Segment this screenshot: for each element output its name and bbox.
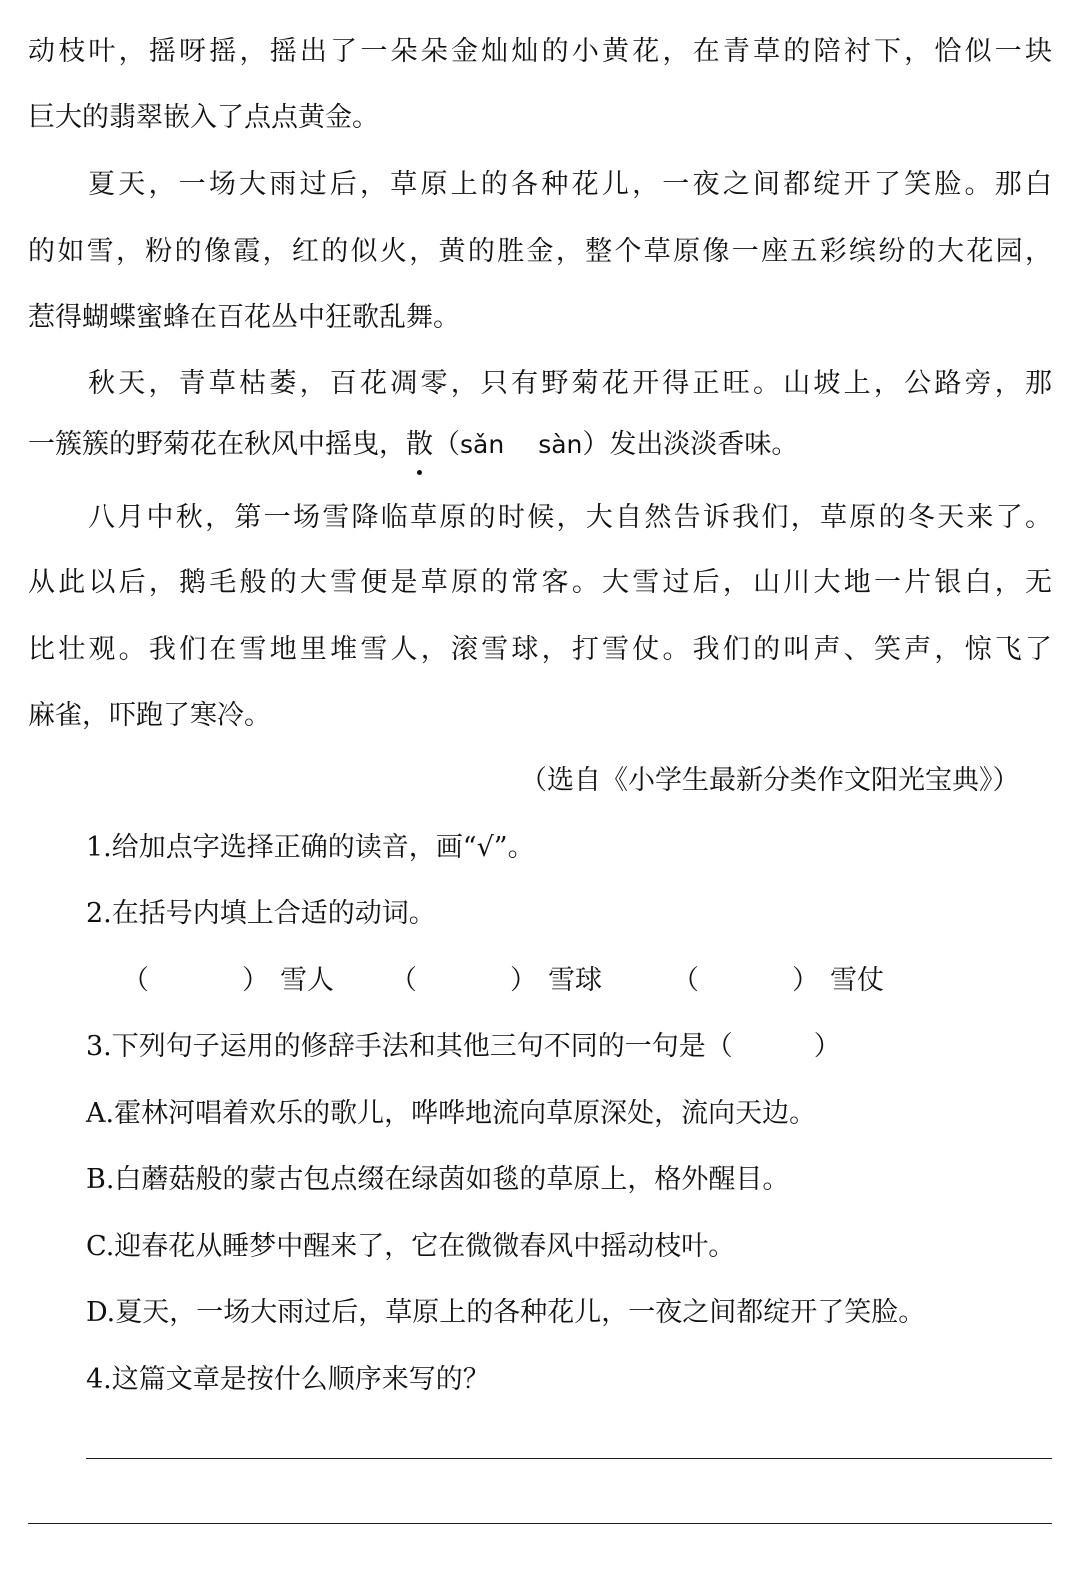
blank-open-paren: （ xyxy=(122,965,149,996)
passage-line: 八月中秋，第一场雪降临草原的时候，大自然告诉我们，草原的冬天来了。 xyxy=(88,502,1052,533)
blank-open-paren: （ xyxy=(390,965,417,996)
passage-line: 夏天，一场大雨过后，草原上的各种花儿，一夜之间都绽开了笑脸。那白 xyxy=(88,169,1052,200)
passage-line: 巨大的翡翠嵌入了点点黄金。 xyxy=(28,102,379,133)
passage-line: 从此以后，鹅毛般的大雪便是草原的常客。大雪过后，山川大地一片银白，无 xyxy=(28,567,1052,598)
passage-source: （选自《小学生最新分类作文阳光宝典》） xyxy=(520,765,1020,796)
passage-line: 的如雪，粉的像霞，红的似火，黄的胜金，整个草原像一座五彩缤纷的大花园， xyxy=(28,236,1052,267)
question-2: 2.在括号内填上合适的动词。 xyxy=(86,898,436,929)
question-2-blanks xyxy=(0,963,1080,999)
blank-close-paren: ） xyxy=(510,965,537,996)
question-3-option-a: A.霍林河唱着欢乐的歌儿，哗哗地流向草原深处，流向天边。 xyxy=(86,1098,817,1129)
blank-word: 雪球 xyxy=(548,965,602,996)
open-paren: （ xyxy=(433,429,460,460)
pinyin-option-1: sǎn xyxy=(460,430,505,459)
question-4: 4.这篇文章是按什么顺序来写的？ xyxy=(86,1364,490,1395)
passage-text: 发出淡淡香味。 xyxy=(609,429,799,460)
blank-close-paren: ） xyxy=(792,965,819,996)
answer-line[interactable] xyxy=(28,1523,1052,1524)
passage-line: 比壮观。我们在雪地里堆雪人，滚雪球，打雪仗。我们的叫声、笑声，惊飞了 xyxy=(28,634,1052,665)
blank-open-paren: （ xyxy=(672,965,699,996)
blank-word: 雪人 xyxy=(280,965,334,996)
passage-line: 惹得蝴蝶蜜蜂在百花丛中狂歌乱舞。 xyxy=(28,302,460,333)
answer-line[interactable] xyxy=(86,1458,1052,1459)
passage-text: 一簇簇的野菊花在秋风中摇曳， xyxy=(28,429,406,460)
passage-line: 麻雀，吓跑了寒冷。 xyxy=(28,700,271,731)
dotted-character: 散 xyxy=(406,427,433,463)
pinyin-option-2: sàn xyxy=(538,430,583,459)
passage-line-with-pinyin xyxy=(28,427,1052,463)
question-3-option-b: B.白蘑菇般的蒙古包点缀在绿茵如毯的草原上，格外醒目。 xyxy=(86,1164,790,1195)
question-3-option-c: C.迎春花从睡梦中醒来了，它在微微春风中摇动枝叶。 xyxy=(86,1231,736,1262)
question-3: 3.下列句子运用的修辞手法和其他三句不同的一句是（ ） xyxy=(86,1031,841,1062)
blank-word: 雪仗 xyxy=(830,965,884,996)
question-1: 1.给加点字选择正确的读音，画“√”。 xyxy=(86,832,535,863)
passage-line: 秋天，青草枯萎，百花凋零，只有野菊花开得正旺。山坡上，公路旁，那 xyxy=(88,368,1052,399)
question-3-option-d: D.夏天，一场大雨过后，草原上的各种花儿，一夜之间都绽开了笑脸。 xyxy=(86,1297,926,1328)
blank-close-paren: ） xyxy=(242,965,269,996)
close-paren: ） xyxy=(582,429,610,460)
passage-line: 动枝叶，摇呀摇，摇出了一朵朵金灿灿的小黄花，在青草的陪衬下，恰似一块 xyxy=(28,36,1052,67)
